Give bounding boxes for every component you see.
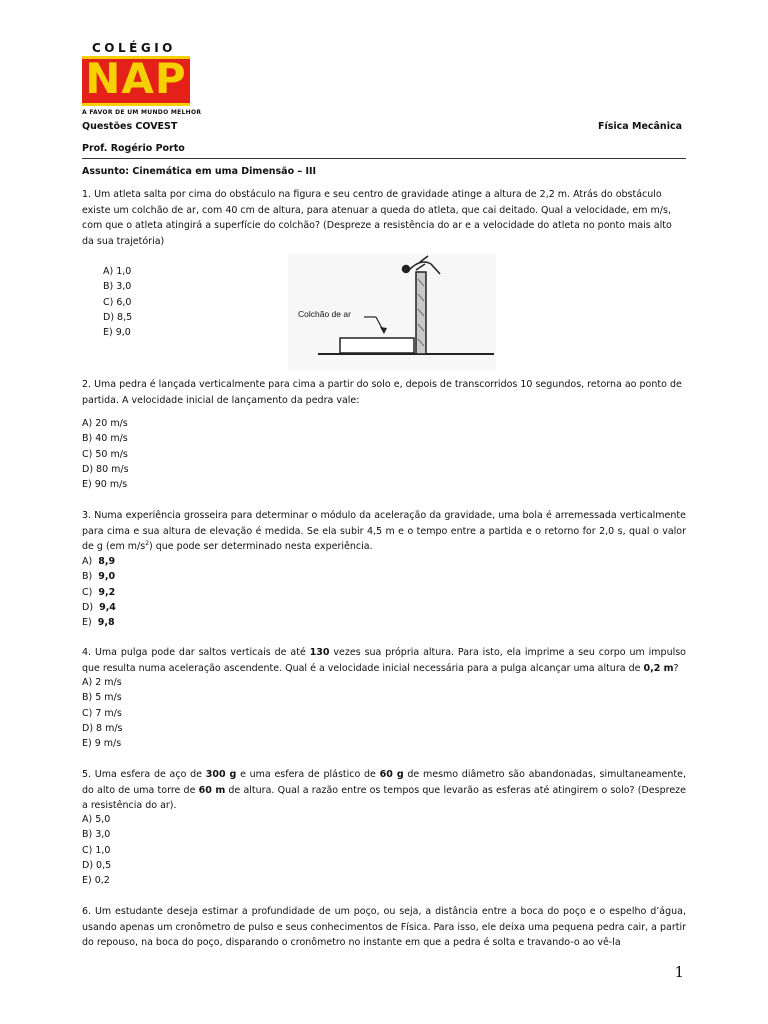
question-2-options: [82, 416, 129, 492]
question-3-options: [82, 554, 116, 630]
question-4-text: 4. Uma pulga pode dar saltos verticais de até 130 vezes sua própria altura. Para isto, ela imprime a seu corpo um impulso que resulta numa aceleração ascendente. Qual é a velocidade inicial necessária para a pulga alcançar uma altura de 0,2 m?: [82, 647, 686, 674]
option: D) 8,5: [103, 311, 133, 323]
school-logo-title: COLÉGIO: [92, 41, 176, 55]
option: A) 20 m/s: [82, 418, 128, 429]
header-discipline: Física Mecânica: [597, 121, 682, 132]
question-3-text-a: 3. Numa experiência grosseira para determinar o módulo da aceleração da gravidade, uma bola é arremessada verticalmente para cima e sua altura de elevação é medida. Se ela subir 4,5 m e o tempo entre a partida e o retorno for 2,0 s, qual o valor de g (em m/s: [82, 510, 686, 552]
option: D) 9,4: [82, 601, 116, 613]
question-3-text: [82, 508, 686, 555]
option: B) 40 m/s: [82, 433, 128, 445]
header-course: Questões COVEST: [82, 121, 178, 132]
option: A) 1,0: [103, 266, 132, 277]
option: C) 9,2: [82, 586, 116, 598]
header-teacher: Prof. Rogério Porto: [82, 143, 185, 154]
question-3-superscript: 2: [145, 539, 150, 547]
question-1-options: [103, 264, 132, 340]
option: C) 50 m/s: [82, 448, 128, 460]
page-number: 1: [674, 963, 684, 981]
option: A) 2 m/s: [82, 677, 122, 688]
option: B) 5 m/s: [82, 692, 122, 704]
header-subject: Assunto: Cinemática em uma Dimensão – III: [82, 166, 317, 177]
air-mattress: [340, 338, 414, 353]
option: D) 80 m/s: [82, 463, 129, 475]
option: E) 0,2: [82, 875, 110, 887]
question-3-text-b: ) que pode ser determinado nesta experiência.: [149, 541, 373, 552]
school-logo-name: NAP: [85, 54, 187, 103]
header-divider: [82, 158, 686, 159]
option: C) 6,0: [103, 296, 132, 308]
option: A) 5,0: [82, 814, 111, 825]
option: E) 9,0: [103, 327, 131, 339]
question-1-text: 1. Um atleta salta por cima do obstáculo na figura e seu centro de gravidade atinge a altura de 2,2 m. Atrás do obstáculo existe um colchão de ar, com 40 cm de altura, para atenuar a queda do atleta, que cai deitado. Qual a velocidade, em m/s, com que o atleta atingirá a superfície do colchão? (Despreze a resistência do ar e a velocidade do atleta no ponto mais alto da sua trajetória): [82, 189, 672, 247]
option: A) 8,9: [82, 556, 116, 567]
obstacle-figure: [288, 254, 496, 370]
question-6-text: 6. Um estudante deseja estimar a profundidade de um poço, ou seja, a distância entre a boca do poço e o espelho d’água, usando apenas um cronômetro de pulso e seus conhecimentos de Física. Para isso, ele deixa uma pequena pedra cair, a partir do repouso, na boca do poço, disparando o cronômetro no instante em que a pedra é solta e travando-o ao vê-la: [82, 906, 686, 948]
option: B) 9,0: [82, 571, 116, 583]
option: B) 3,0: [103, 281, 132, 293]
question-2-text: 2. Uma pedra é lançada verticalmente para cima a partir do solo e, depois de transcorridos 10 segundos, retorna ao ponto de partida. A velocidade inicial de lançamento da pedra vale:: [82, 379, 682, 406]
option: E) 9,8: [82, 617, 115, 629]
option: E) 9 m/s: [82, 738, 122, 750]
question-5-text: 5. Uma esfera de aço de 300 g e uma esfera de plástico de 60 g de mesmo diâmetro são abandonadas, simultaneamente, do alto de uma torre de 60 m de altura. Qual a razão entre os tempos que levarão as esferas até atingirem o solo? (Despreze a resistência do ar).: [82, 769, 686, 811]
figure-label: Colchão de ar: [298, 309, 351, 319]
option: B) 3,0: [82, 829, 111, 841]
question-5-options: [82, 812, 111, 888]
school-logo-tagline: A FAVOR DE UM MUNDO MELHOR: [82, 109, 202, 116]
option: C) 7 m/s: [82, 707, 122, 719]
option: D) 8 m/s: [82, 722, 123, 734]
option: C) 1,0: [82, 844, 111, 856]
option: E) 90 m/s: [82, 479, 128, 491]
option: D) 0,5: [82, 859, 112, 871]
question-4-options: [82, 675, 123, 751]
